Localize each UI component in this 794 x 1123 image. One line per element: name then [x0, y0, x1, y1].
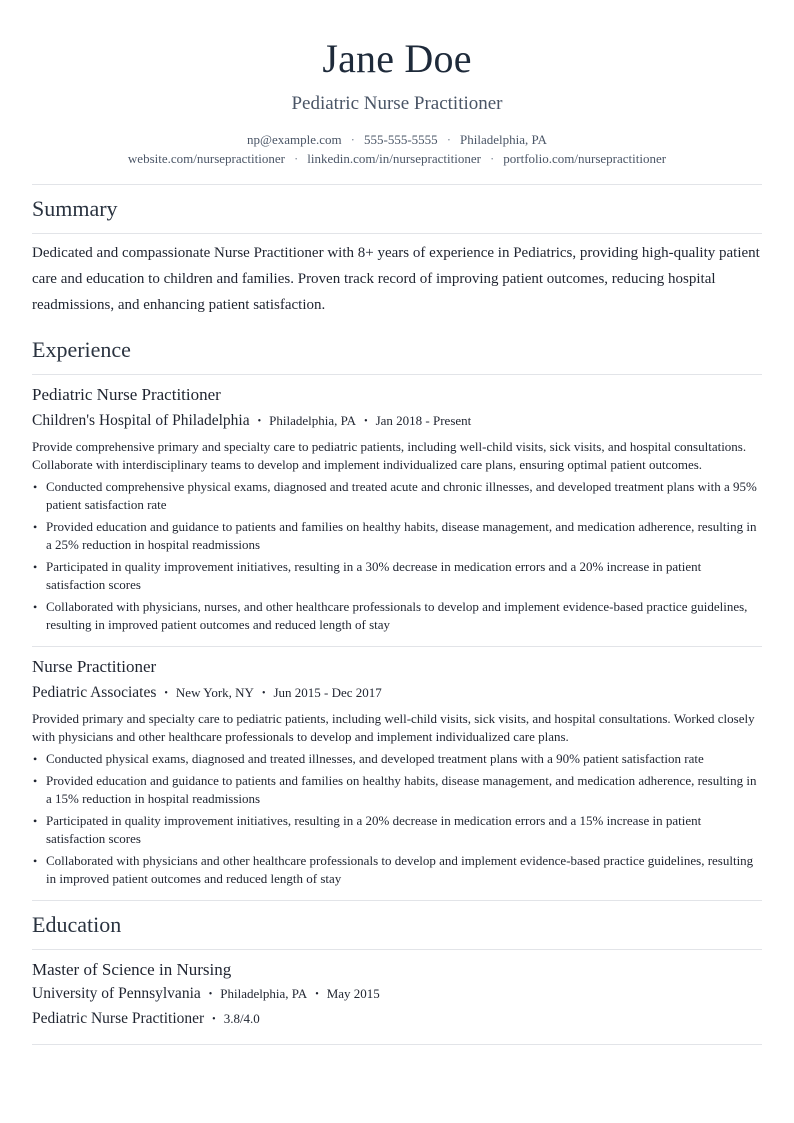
education-meta [32, 982, 762, 1007]
job-achievements [32, 478, 762, 634]
bullet-icon: • [33, 480, 38, 494]
gpa-value: 3.8/4.0 [223, 1011, 260, 1026]
bullet-icon: • [33, 560, 38, 574]
meta-bullet: • [261, 688, 266, 699]
contact-separator: · [293, 151, 299, 166]
meta-bullet: • [315, 989, 319, 1000]
school-location: Philadelphia, PA [220, 986, 308, 1001]
achievement-text: Provided education and guidance to patients and families on healthy habits, disease management, and medication adherence, resulting in a 25% reduction in hospital readmissions [46, 519, 757, 552]
achievement-text: Collaborated with physicians, nurses, and other healthcare professionals to develop and implement evidence-based practice guidelines, resulting in improved patient outcomes and reduced length of stay [46, 599, 748, 632]
candidate-name: Jane Doe [322, 36, 472, 81]
divider [32, 1044, 762, 1045]
candidate-title: Pediatric Nurse Practitioner [291, 93, 503, 114]
portfolio-link[interactable]: portfolio.com/nursepractitioner [503, 151, 667, 166]
meta-bullet: • [212, 1014, 216, 1025]
meta-bullet: • [364, 416, 368, 427]
linkedin-link[interactable]: linkedin.com/in/nursepractitioner [307, 151, 481, 166]
job-entry [32, 375, 762, 647]
website-link[interactable]: website.com/nursepractitioner [127, 151, 285, 166]
list-item [32, 750, 762, 768]
bullet-icon: • [33, 752, 38, 766]
summary-heading: Summary [32, 196, 118, 221]
achievement-text: Collaborated with physicians and other healthcare professionals to develop and implement evidence-based practice guidelines, resulting in improved patient outcomes and reduced length of stay [46, 853, 754, 886]
education-heading: Education [32, 912, 122, 937]
list-item [32, 812, 762, 848]
job-organization: Children's Hospital of Philadelphia [32, 412, 250, 429]
job-dates: Jun 2015 - Dec 2017 [273, 685, 382, 700]
job-dates: Jan 2018 - Present [375, 413, 472, 428]
job-title: Nurse Practitioner [32, 657, 157, 676]
degree-title: Master of Science in Nursing [32, 960, 232, 979]
email-link[interactable]: np@example.com [247, 132, 342, 147]
meta-bullet: • [164, 688, 168, 699]
list-item [32, 852, 762, 888]
resume-header [32, 0, 762, 168]
program-meta [32, 1007, 762, 1032]
job-meta [32, 682, 762, 705]
graduation-date: May 2015 [326, 986, 380, 1001]
job-description: Provided primary and specialty care to pediatric patients, including well-child visits, sick visits, and hospital consultations. Worked closely with physicians and other healthcare professionals to develop and implement individualized care plans. [32, 711, 755, 744]
bullet-icon: • [33, 774, 38, 788]
contact-separator: · [446, 132, 452, 147]
job-entry [32, 647, 762, 901]
meta-bullet: • [257, 416, 262, 427]
bullet-icon: • [33, 600, 38, 614]
location-text: Philadelphia, PA [460, 132, 547, 147]
list-item [32, 478, 762, 514]
achievement-text: Conducted physical exams, diagnosed and treated illnesses, and developed treatment plans with a 90% patient satisfaction rate [46, 751, 704, 766]
education-entry [32, 950, 762, 1045]
job-title: Pediatric Nurse Practitioner [32, 385, 221, 404]
job-achievements [32, 750, 762, 888]
experience-heading: Experience [32, 337, 131, 362]
phone-number[interactable]: 555-555-5555 [364, 132, 438, 147]
job-location: New York, NY [175, 685, 254, 700]
bullet-icon: • [33, 520, 38, 534]
achievement-text: Conducted comprehensive physical exams, diagnosed and treated acute and chronic illnesses, and developed treatment plans with a 95% patient satisfaction rate [46, 479, 757, 512]
list-item [32, 558, 762, 594]
program-name: Pediatric Nurse Practitioner [32, 1010, 205, 1027]
contact-line-primary [32, 130, 762, 149]
school-name: University of Pennsylvania [32, 985, 201, 1002]
contact-line-links [32, 149, 762, 168]
job-location: Philadelphia, PA [269, 413, 357, 428]
achievement-text: Participated in quality improvement initiatives, resulting in a 30% decrease in medication errors and a 20% increase in patient satisfaction scores [46, 559, 702, 592]
achievement-text: Provided education and guidance to patients and families on healthy habits, disease management, and medication adherence, resulting in a 15% reduction in hospital readmissions [46, 773, 757, 806]
list-item [32, 518, 762, 554]
bullet-icon: • [33, 854, 38, 868]
meta-bullet: • [208, 989, 213, 1000]
job-organization: Pediatric Associates [32, 684, 157, 701]
job-description: Provide comprehensive primary and specialty care to pediatric patients, including well-child visits, sick visits, and hospital consultations. Collaborate with interdisciplinary teams to develop and implement individualized care plans, ensuring optimal patient outcomes. [32, 439, 747, 472]
list-item [32, 598, 762, 634]
job-meta [32, 410, 762, 433]
bullet-icon: • [33, 814, 38, 828]
list-item [32, 772, 762, 808]
contact-separator: · [350, 132, 356, 147]
achievement-text: Participated in quality improvement initiatives, resulting in a 20% decrease in medication errors and a 15% increase in patient satisfaction scores [46, 813, 702, 846]
summary-text: Dedicated and compassionate Nurse Practitioner with 8+ years of experience in Pediatrics, providing high-quality patient care and education to children and families. Proven track record of improving patient outcomes, reducing hospital readmissions, and enhancing patient satisfaction. [32, 245, 760, 313]
contact-separator: · [489, 151, 495, 166]
